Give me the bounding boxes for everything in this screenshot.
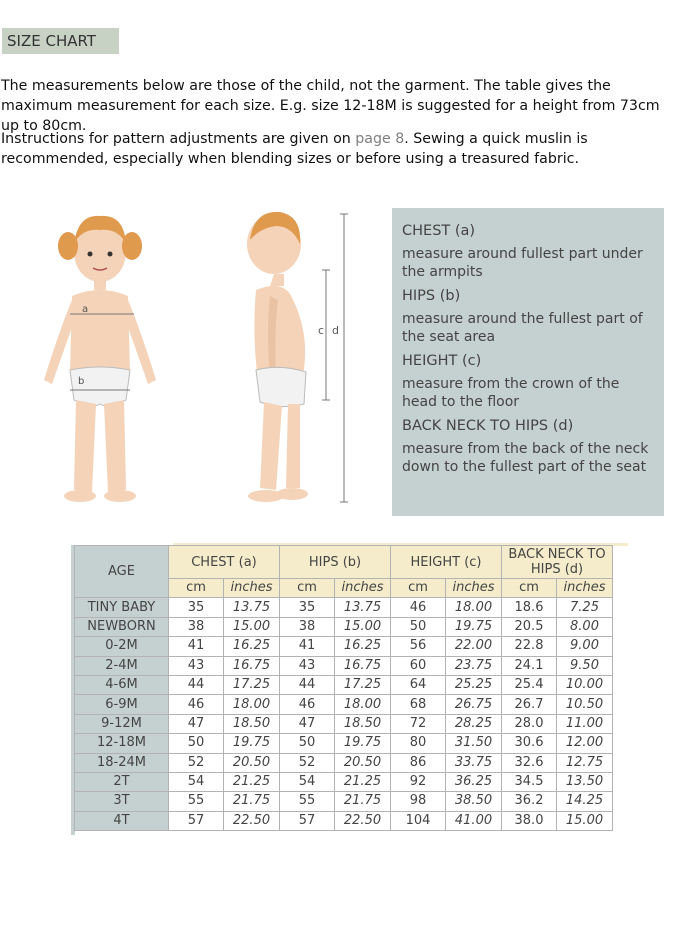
inches-value-cell: 33.75	[446, 753, 502, 772]
age-cell: 4-6M	[75, 675, 169, 694]
inches-value-cell: 31.50	[446, 734, 502, 753]
inches-value-cell: 21.75	[335, 792, 391, 811]
age-cell: 0-2M	[75, 637, 169, 656]
label-a: a	[82, 304, 89, 315]
instruction-heading: BACK NECK TO HIPS (d)	[402, 418, 574, 434]
inches-value-cell: 28.25	[446, 714, 502, 733]
inches-value-cell: 41.00	[446, 811, 502, 830]
table-row	[75, 792, 613, 811]
label-c: c	[318, 324, 325, 337]
cm-value-cell: 54	[169, 772, 224, 791]
age-cell: 12-18M	[75, 734, 169, 753]
instructions-text: Instructions for pattern adjustments are given on	[1, 131, 356, 147]
inches-value-cell: 15.00	[224, 617, 280, 636]
cm-value-cell: 38	[280, 617, 335, 636]
cm-value-cell: 20.5	[502, 617, 557, 636]
cm-value-cell: 30.6	[502, 734, 557, 753]
instruction-heading: HEIGHT (c)	[402, 353, 482, 369]
inches-value-cell: 38.50	[446, 792, 502, 811]
cm-value-cell: 50	[391, 617, 446, 636]
instruction-description: measure around the fullest part of the seat area	[402, 311, 643, 345]
cm-value-cell: 57	[280, 811, 335, 830]
cm-value-cell: 50	[169, 734, 224, 753]
cm-value-cell: 47	[280, 714, 335, 733]
cm-value-cell: 28.0	[502, 714, 557, 733]
measurement-instructions-box	[392, 208, 664, 516]
cm-value-cell: 52	[280, 753, 335, 772]
table-row	[75, 675, 613, 694]
table-row	[75, 656, 613, 675]
inches-value-cell: 20.50	[335, 753, 391, 772]
inches-value-cell: 23.75	[446, 656, 502, 675]
label-d: d	[332, 324, 339, 337]
table-row	[75, 753, 613, 772]
cm-value-cell: 86	[391, 753, 446, 772]
cm-value-cell: 54	[280, 772, 335, 791]
inches-value-cell: 15.00	[557, 811, 613, 830]
inches-value-cell: 22.50	[335, 811, 391, 830]
instruction-heading: HIPS (b)	[402, 288, 461, 304]
cm-value-cell: 92	[391, 772, 446, 791]
unit-inches: inches	[335, 579, 391, 598]
toddler-side-illustration	[230, 204, 360, 514]
inches-value-cell: 18.00	[335, 695, 391, 714]
inches-value-cell: 12.00	[557, 734, 613, 753]
chest-header: CHEST (a)	[169, 546, 280, 579]
inches-value-cell: 14.25	[557, 792, 613, 811]
unit-inches: inches	[224, 579, 280, 598]
cm-value-cell: 38.0	[502, 811, 557, 830]
inches-value-cell: 16.25	[335, 637, 391, 656]
instructions-text-end: . Sewing a quick muslin is recommended, especially when blending sizes or before using a treasured fabric.	[1, 131, 588, 167]
table-row	[75, 637, 613, 656]
age-cell: 9-12M	[75, 714, 169, 733]
cm-value-cell: 35	[169, 598, 224, 617]
inches-value-cell: 18.00	[446, 598, 502, 617]
height-header: HEIGHT (c)	[391, 546, 502, 579]
instruction-heading: CHEST (a)	[402, 223, 476, 239]
inches-value-cell: 18.00	[224, 695, 280, 714]
cm-value-cell: 72	[391, 714, 446, 733]
cm-value-cell: 41	[280, 637, 335, 656]
inches-value-cell: 17.25	[335, 675, 391, 694]
inches-value-cell: 19.75	[446, 617, 502, 636]
cm-value-cell: 32.6	[502, 753, 557, 772]
table-row	[75, 598, 613, 617]
cm-value-cell: 35	[280, 598, 335, 617]
inches-value-cell: 20.50	[224, 753, 280, 772]
cm-value-cell: 50	[280, 734, 335, 753]
inches-value-cell: 13.75	[335, 598, 391, 617]
unit-cm: cm	[391, 579, 446, 598]
inches-value-cell: 11.00	[557, 714, 613, 733]
unit-cm: cm	[502, 579, 557, 598]
cm-value-cell: 46	[169, 695, 224, 714]
age-cell: 18-24M	[75, 753, 169, 772]
age-cell: 6-9M	[75, 695, 169, 714]
cm-value-cell: 25.4	[502, 675, 557, 694]
table-row	[75, 617, 613, 636]
instruction-description: measure from the back of the neck down to the fullest part of the seat	[402, 441, 649, 475]
cm-value-cell: 104	[391, 811, 446, 830]
toddler-front-illustration	[30, 204, 170, 514]
table-group-header-row	[75, 546, 613, 579]
cm-value-cell: 43	[169, 656, 224, 675]
cm-value-cell: 47	[169, 714, 224, 733]
inches-value-cell: 12.75	[557, 753, 613, 772]
cm-value-cell: 26.7	[502, 695, 557, 714]
back-neck-header: BACK NECK TO HIPS (d)	[502, 546, 613, 579]
cm-value-cell: 41	[169, 637, 224, 656]
inches-value-cell: 13.50	[557, 772, 613, 791]
inches-value-cell: 19.75	[224, 734, 280, 753]
unit-cm: cm	[169, 579, 224, 598]
table-row	[75, 695, 613, 714]
inches-value-cell: 21.25	[224, 772, 280, 791]
inches-value-cell: 18.50	[335, 714, 391, 733]
table-row	[75, 734, 613, 753]
page-8-link[interactable]: page 8	[355, 131, 405, 147]
inches-value-cell: 17.25	[224, 675, 280, 694]
inches-value-cell: 22.50	[224, 811, 280, 830]
inches-value-cell: 25.25	[446, 675, 502, 694]
inches-value-cell: 16.75	[224, 656, 280, 675]
age-cell: 4T	[75, 811, 169, 830]
cm-value-cell: 44	[169, 675, 224, 694]
cm-value-cell: 34.5	[502, 772, 557, 791]
inches-value-cell: 16.25	[224, 637, 280, 656]
cm-value-cell: 57	[169, 811, 224, 830]
page-title: SIZE CHART	[2, 28, 119, 54]
hips-header: HIPS (b)	[280, 546, 391, 579]
inches-value-cell: 9.50	[557, 656, 613, 675]
unit-inches: inches	[557, 579, 613, 598]
cm-value-cell: 80	[391, 734, 446, 753]
cm-value-cell: 52	[169, 753, 224, 772]
table-row	[75, 772, 613, 791]
age-header: AGE	[75, 546, 169, 598]
inches-value-cell: 21.75	[224, 792, 280, 811]
inches-value-cell: 21.25	[335, 772, 391, 791]
inches-value-cell: 8.00	[557, 617, 613, 636]
inches-value-cell: 15.00	[335, 617, 391, 636]
cm-value-cell: 22.8	[502, 637, 557, 656]
inches-value-cell: 10.50	[557, 695, 613, 714]
inches-value-cell: 13.75	[224, 598, 280, 617]
inches-value-cell: 22.00	[446, 637, 502, 656]
cm-value-cell: 68	[391, 695, 446, 714]
age-cell: 3T	[75, 792, 169, 811]
table-row	[75, 714, 613, 733]
inches-value-cell: 7.25	[557, 598, 613, 617]
cm-value-cell: 60	[391, 656, 446, 675]
cm-value-cell: 18.6	[502, 598, 557, 617]
table-row	[75, 811, 613, 830]
label-b: b	[78, 376, 85, 387]
unit-inches: inches	[446, 579, 502, 598]
cm-value-cell: 43	[280, 656, 335, 675]
age-cell: 2T	[75, 772, 169, 791]
inches-value-cell: 16.75	[335, 656, 391, 675]
inches-value-cell: 36.25	[446, 772, 502, 791]
unit-cm: cm	[280, 579, 335, 598]
age-cell: 2-4M	[75, 656, 169, 675]
age-cell: TINY BABY	[75, 598, 169, 617]
size-chart-table	[74, 545, 613, 831]
inches-value-cell: 18.50	[224, 714, 280, 733]
inches-value-cell: 9.00	[557, 637, 613, 656]
cm-value-cell: 44	[280, 675, 335, 694]
instruction-description: measure around fullest part under the armpits	[402, 246, 643, 280]
instruction-description: measure from the crown of the head to the floor	[402, 376, 620, 410]
cm-value-cell: 24.1	[502, 656, 557, 675]
inches-value-cell: 26.75	[446, 695, 502, 714]
intro-paragraph: The measurements below are those of the child, not the garment. The table gives the maximum measurement for each size. E.g. size 12-18M is suggested for a height from 73cm up to 80cm.	[1, 78, 660, 134]
cm-value-cell: 55	[280, 792, 335, 811]
cm-value-cell: 38	[169, 617, 224, 636]
cm-value-cell: 46	[280, 695, 335, 714]
cm-value-cell: 98	[391, 792, 446, 811]
cm-value-cell: 64	[391, 675, 446, 694]
cm-value-cell: 55	[169, 792, 224, 811]
cm-value-cell: 36.2	[502, 792, 557, 811]
instructions-paragraph	[1, 129, 681, 169]
age-cell: NEWBORN	[75, 617, 169, 636]
inches-value-cell: 19.75	[335, 734, 391, 753]
cm-value-cell: 56	[391, 637, 446, 656]
inches-value-cell: 10.00	[557, 675, 613, 694]
cm-value-cell: 46	[391, 598, 446, 617]
